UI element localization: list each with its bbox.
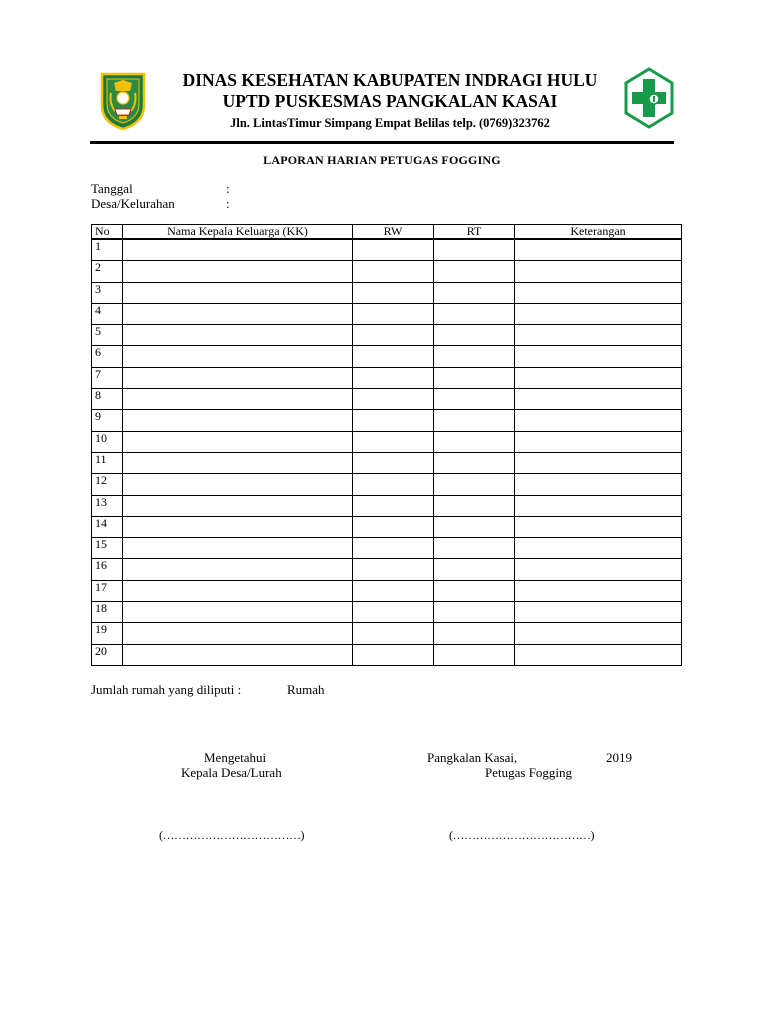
col-header-name: Nama Kepala Keluarga (KK) (123, 225, 353, 240)
row-number: 14 (92, 516, 123, 537)
col-header-no: No (92, 225, 123, 240)
cell-name[interactable] (123, 559, 353, 580)
row-number: 19 (92, 623, 123, 644)
row-number: 4 (92, 303, 123, 324)
cell-keterangan[interactable] (515, 410, 682, 431)
summary-label: Jumlah rumah yang diliputi : (91, 682, 242, 697)
cell-keterangan[interactable] (515, 559, 682, 580)
cell-rw[interactable] (353, 623, 434, 644)
table-row (92, 538, 682, 559)
table-row (92, 516, 682, 537)
signature-year: 2019 (606, 750, 632, 765)
cell-keterangan[interactable] (515, 367, 682, 388)
cell-rw[interactable] (353, 602, 434, 623)
header-divider (90, 141, 674, 144)
table-row (92, 410, 682, 431)
cell-name[interactable] (123, 431, 353, 452)
cell-keterangan[interactable] (515, 580, 682, 601)
cell-rt[interactable] (434, 538, 515, 559)
row-number: 9 (92, 410, 123, 431)
table-row (92, 367, 682, 388)
signature-left-blank: (………………………………) (159, 828, 304, 842)
signature-place: Pangkalan Kasai, (427, 750, 518, 765)
cell-name[interactable] (123, 623, 353, 644)
cell-keterangan[interactable] (515, 623, 682, 644)
cell-rw[interactable] (353, 325, 434, 346)
cell-rw[interactable] (353, 431, 434, 452)
cell-rt[interactable] (434, 559, 515, 580)
table-row (92, 303, 682, 324)
row-number: 20 (92, 644, 123, 665)
table-row (92, 580, 682, 601)
cell-keterangan[interactable] (515, 325, 682, 346)
cell-name[interactable] (123, 282, 353, 303)
cell-rw[interactable] (353, 452, 434, 473)
address-line: Jln. LintasTimur Simpang Empat Belilas telp. (0769)323762 (230, 116, 550, 130)
cell-rw[interactable] (353, 410, 434, 431)
cell-name[interactable] (123, 602, 353, 623)
table-row (92, 239, 682, 261)
cell-name[interactable] (123, 516, 353, 537)
signature-right-blank: (………………………………) (449, 828, 594, 842)
table-row (92, 644, 682, 665)
col-header-rt: RT (434, 225, 515, 240)
cell-rw[interactable] (353, 495, 434, 516)
row-number: 3 (92, 282, 123, 303)
cell-rw[interactable] (353, 644, 434, 665)
signature-right-role: Petugas Fogging (485, 765, 573, 780)
table-row (92, 623, 682, 644)
row-number: 2 (92, 261, 123, 282)
table-row (92, 495, 682, 516)
cell-rt[interactable] (434, 367, 515, 388)
cell-rt[interactable] (434, 239, 515, 261)
cell-name[interactable] (123, 495, 353, 516)
col-header-keterangan: Keterangan (515, 225, 682, 240)
report-title: LAPORAN HARIAN PETUGAS FOGGING (263, 153, 501, 167)
cell-name[interactable] (123, 538, 353, 559)
cell-keterangan[interactable] (515, 495, 682, 516)
agency-title: DINAS KESEHATAN KABUPATEN INDRAGI HULU (182, 70, 598, 90)
row-number: 18 (92, 602, 123, 623)
row-number: 1 (92, 239, 123, 261)
table-row (92, 325, 682, 346)
cell-keterangan[interactable] (515, 538, 682, 559)
cell-rt[interactable] (434, 282, 515, 303)
cell-name[interactable] (123, 325, 353, 346)
row-number: 13 (92, 495, 123, 516)
table-row (92, 389, 682, 410)
cell-rw[interactable] (353, 346, 434, 367)
cell-name[interactable] (123, 474, 353, 495)
cell-keterangan[interactable] (515, 282, 682, 303)
cell-keterangan[interactable] (515, 239, 682, 261)
cell-rt[interactable] (434, 389, 515, 410)
cell-rt[interactable] (434, 623, 515, 644)
row-number: 8 (92, 389, 123, 410)
row-number: 6 (92, 346, 123, 367)
cell-rw[interactable] (353, 389, 434, 410)
cell-name[interactable] (123, 346, 353, 367)
fogging-table (91, 224, 682, 666)
summary-unit: Rumah (287, 682, 325, 697)
row-number: 10 (92, 431, 123, 452)
cell-name[interactable] (123, 303, 353, 324)
puskesmas-title: UPTD PUSKESMAS PANGKALAN KASAI (222, 91, 558, 111)
cell-name[interactable] (123, 261, 353, 282)
table-row (92, 474, 682, 495)
cell-rt[interactable] (434, 325, 515, 346)
cell-keterangan[interactable] (515, 389, 682, 410)
cell-rw[interactable] (353, 580, 434, 601)
row-number: 15 (92, 538, 123, 559)
signature-left-caption: Mengetahui (204, 750, 267, 765)
field-label-tanggal: Tanggal (91, 181, 133, 196)
row-number: 16 (92, 559, 123, 580)
cell-keterangan[interactable] (515, 303, 682, 324)
cell-keterangan[interactable] (515, 516, 682, 537)
cell-rt[interactable] (434, 431, 515, 452)
row-number: 5 (92, 325, 123, 346)
regency-crest-icon (98, 71, 148, 131)
cell-rt[interactable] (434, 410, 515, 431)
row-number: 11 (92, 452, 123, 473)
cell-name[interactable] (123, 452, 353, 473)
table-header-row (92, 225, 682, 240)
cell-rt[interactable] (434, 495, 515, 516)
cell-name[interactable] (123, 389, 353, 410)
cell-keterangan[interactable] (515, 644, 682, 665)
cell-keterangan[interactable] (515, 346, 682, 367)
cell-rt[interactable] (434, 602, 515, 623)
cell-rt[interactable] (434, 261, 515, 282)
cell-rw[interactable] (353, 367, 434, 388)
table-row (92, 452, 682, 473)
cell-keterangan[interactable] (515, 474, 682, 495)
cell-name[interactable] (123, 410, 353, 431)
puskesmas-cross-icon (624, 67, 674, 129)
signature-left-role: Kepala Desa/Lurah (181, 765, 282, 780)
cell-rt[interactable] (434, 580, 515, 601)
cell-rt[interactable] (434, 452, 515, 473)
cell-keterangan[interactable] (515, 602, 682, 623)
cell-rw[interactable] (353, 516, 434, 537)
cell-name[interactable] (123, 580, 353, 601)
col-header-rw: RW (353, 225, 434, 240)
table-row (92, 431, 682, 452)
cell-name[interactable] (123, 367, 353, 388)
cell-keterangan[interactable] (515, 431, 682, 452)
cell-name[interactable] (123, 644, 353, 665)
row-number: 17 (92, 580, 123, 601)
cell-rw[interactable] (353, 239, 434, 261)
field-label-desa: Desa/Kelurahan (91, 196, 175, 211)
cell-rt[interactable] (434, 644, 515, 665)
cell-rw[interactable] (353, 303, 434, 324)
cell-keterangan[interactable] (515, 452, 682, 473)
row-number: 12 (92, 474, 123, 495)
table-row (92, 282, 682, 303)
cell-rt[interactable] (434, 516, 515, 537)
cell-rw[interactable] (353, 559, 434, 580)
cell-rw[interactable] (353, 474, 434, 495)
cell-rw[interactable] (353, 282, 434, 303)
field-colon-tanggal: : (226, 181, 230, 196)
cell-name[interactable] (123, 239, 353, 261)
table-row (92, 346, 682, 367)
row-number: 7 (92, 367, 123, 388)
cell-rw[interactable] (353, 261, 434, 282)
cell-rt[interactable] (434, 346, 515, 367)
cell-rw[interactable] (353, 538, 434, 559)
table-row (92, 602, 682, 623)
cell-rt[interactable] (434, 474, 515, 495)
table-row (92, 261, 682, 282)
cell-keterangan[interactable] (515, 261, 682, 282)
field-colon-desa: : (226, 196, 230, 211)
cell-rt[interactable] (434, 303, 515, 324)
table-row (92, 559, 682, 580)
